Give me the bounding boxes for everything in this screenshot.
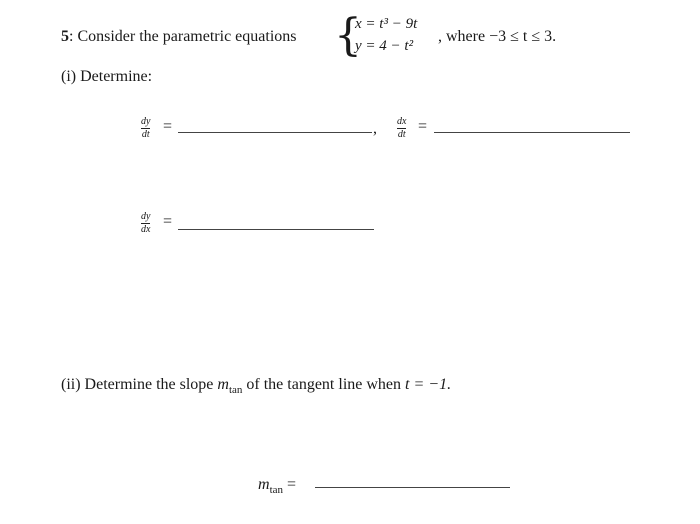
left-brace: { <box>334 10 362 61</box>
dx-dt-equals: = <box>418 118 428 135</box>
mtan-symbol: m <box>258 476 270 493</box>
equation-x: x = t³ − 9t <box>355 16 418 32</box>
mtan-answer-blank[interactable] <box>315 487 510 488</box>
dy-dt-denominator: dt <box>141 129 150 140</box>
dy-dx-fraction <box>141 212 150 235</box>
mtan-answer-label <box>258 476 296 496</box>
part-ii-prompt-a: (ii) Determine the slope <box>61 376 214 393</box>
part-ii-prompt <box>61 376 451 396</box>
mtan-equals: = <box>287 476 297 493</box>
slope-symbol: m <box>217 376 229 393</box>
dy-dx-denominator: dx <box>141 224 151 235</box>
dx-dt-denominator: dt <box>397 129 406 140</box>
dy-dt-equals: = <box>163 118 173 135</box>
equation-y: y = 4 − t² <box>355 38 414 54</box>
dy-dx-equals: = <box>163 213 173 230</box>
question-header <box>61 28 296 46</box>
dy-dx-numerator: dy <box>141 211 151 222</box>
part-i-label: (i) Determine: <box>61 68 153 85</box>
dy-dt-answer-blank[interactable] <box>178 132 372 133</box>
question-number: 5 <box>61 28 69 45</box>
dx-dt-fraction <box>397 117 406 140</box>
domain-text: , where −3 ≤ t ≤ 3. <box>438 28 557 45</box>
dy-dx-answer-blank[interactable] <box>178 229 374 230</box>
part-ii-condition: t = −1. <box>405 376 452 393</box>
dy-dt-fraction <box>141 117 150 140</box>
dy-dt-numerator: dy <box>141 116 151 127</box>
part-ii-prompt-b: of the tangent line when <box>246 376 402 393</box>
separator-comma: , <box>373 120 377 137</box>
dx-dt-answer-blank[interactable] <box>434 132 630 133</box>
mtan-subscript: tan <box>269 484 284 497</box>
slope-subscript: tan <box>228 384 243 397</box>
dx-dt-numerator: dx <box>397 116 407 127</box>
question-intro: : Consider the parametric equations <box>69 28 297 45</box>
